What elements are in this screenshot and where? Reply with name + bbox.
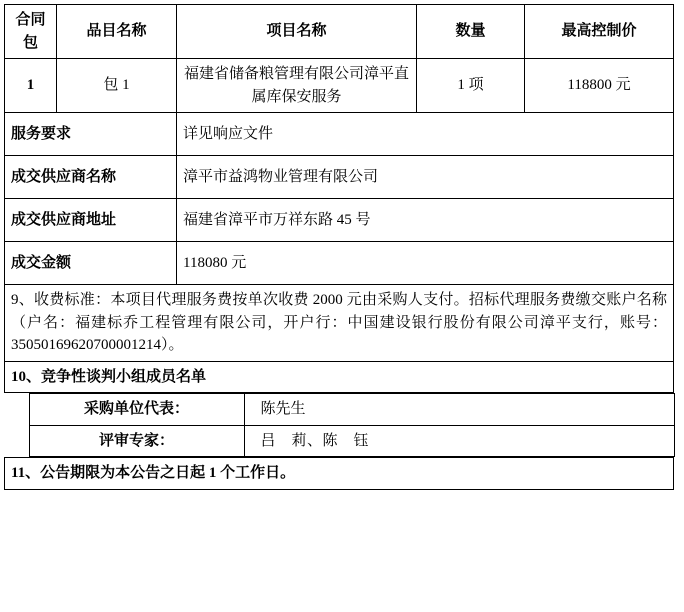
cell-quantity: 1 项 [417, 59, 525, 113]
section-10-members-row [5, 393, 674, 458]
table-row [5, 59, 674, 113]
section-11-text: 11、公告期限为本公告之日起 1 个工作日。 [5, 458, 674, 490]
label-supplier-name: 成交供应商名称 [5, 156, 177, 199]
table-row [5, 156, 674, 199]
label-service-requirement: 服务要求 [5, 113, 177, 156]
section-9-text: 9、收费标准：本项目代理服务费按单次收费 2000 元由采购人支付。招标代理服务费缴交账户名称（户名：福建标乔工程管理有限公司，开户行：中国建设银行股份有限公司漳平支行，账号：35050169620700001214）。 [5, 285, 674, 362]
table-row [5, 199, 674, 242]
cell-max-price: 118800 元 [525, 59, 674, 113]
header-max-price: 最高控制价 [525, 5, 674, 59]
label-award-amount: 成交金额 [5, 242, 177, 285]
label-review-experts: 评审专家： [29, 425, 244, 457]
section-10-title: 10、竞争性谈判小组成员名单 [5, 361, 674, 393]
table-row [5, 113, 674, 156]
cell-item-name: 包 1 [57, 59, 177, 113]
value-award-amount: 118080 元 [177, 242, 674, 285]
value-supplier-address: 福建省漳平市万祥东路 45 号 [177, 199, 674, 242]
value-supplier-name: 漳平市益鸿物业管理有限公司 [177, 156, 674, 199]
table-header-row [5, 5, 674, 59]
member-row [29, 425, 674, 457]
label-purchaser-rep: 采购单位代表： [29, 394, 244, 426]
bid-result-table [4, 4, 674, 490]
section-11-row [5, 458, 674, 490]
header-item-name: 品目名称 [57, 5, 177, 59]
header-package: 合同包 [5, 5, 57, 59]
negotiation-members-table [29, 393, 675, 457]
value-review-experts: 吕 莉、陈 钰 [244, 425, 674, 457]
negotiation-members-container [5, 393, 674, 458]
section-9-row [5, 285, 674, 362]
cell-project-name: 福建省储备粮管理有限公司漳平直属库保安服务 [177, 59, 417, 113]
value-service-requirement: 详见响应文件 [177, 113, 674, 156]
table-row [5, 242, 674, 285]
label-supplier-address: 成交供应商地址 [5, 199, 177, 242]
header-project-name: 项目名称 [177, 5, 417, 59]
cell-package-no: 1 [5, 59, 57, 113]
document-page [0, 4, 684, 612]
section-10-title-row [5, 361, 674, 393]
header-quantity: 数量 [417, 5, 525, 59]
member-row [29, 394, 674, 426]
value-purchaser-rep: 陈先生 [244, 394, 674, 426]
